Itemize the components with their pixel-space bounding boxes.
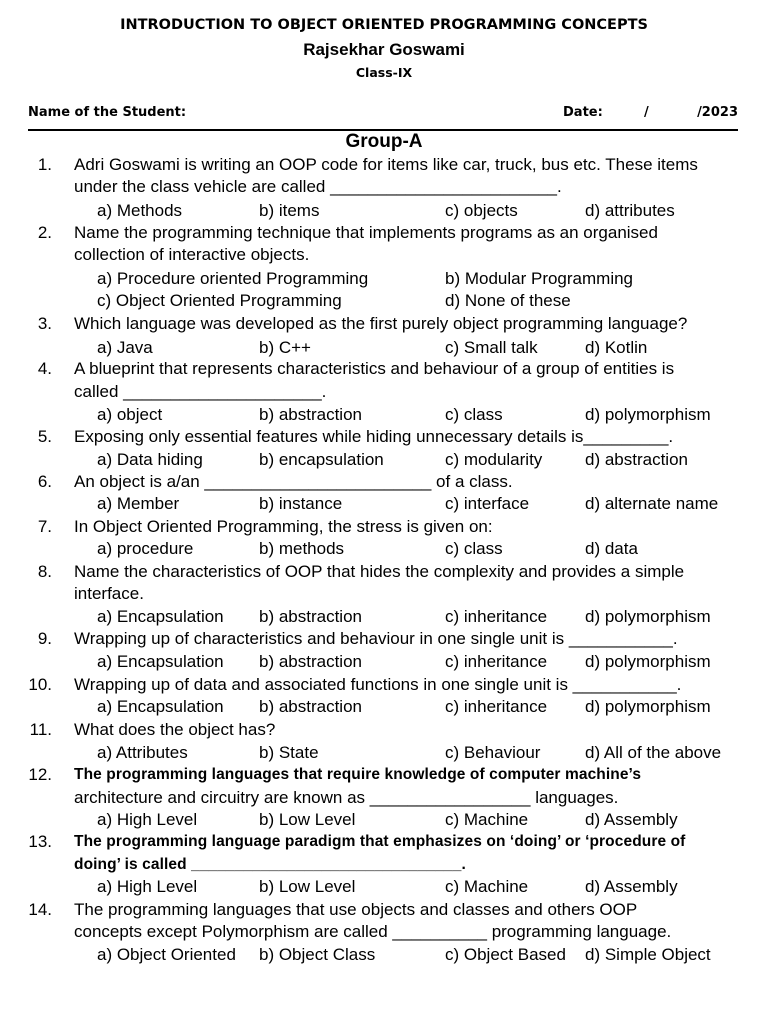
- option-c: c) Machine: [445, 810, 529, 829]
- question-text: The programming language paradigm that emphasizes on ‘doing’ or ‘procedure of: [74, 833, 686, 850]
- question-number: 12.: [28, 765, 52, 784]
- option-d: d) Assembly: [585, 810, 678, 829]
- option-a: a) Encapsulation: [97, 697, 224, 716]
- option-b: b) abstraction: [259, 697, 362, 716]
- option-b: b) methods: [259, 539, 345, 558]
- student-info-row: [28, 105, 738, 125]
- option-d: d) Assembly: [585, 877, 678, 896]
- question-number: 8.: [37, 562, 52, 581]
- question-text: An object is a/an ________________________ of a class.: [74, 472, 513, 491]
- option-b: b) items: [259, 201, 320, 220]
- question-number: 11.: [29, 720, 52, 739]
- option-a: a) Member: [97, 494, 180, 513]
- group-heading: Group-A: [345, 131, 423, 152]
- question-text: interface.: [74, 584, 144, 603]
- option-b: b) C++: [259, 338, 311, 357]
- option-c: c) class: [445, 405, 503, 424]
- question-text: A blueprint that represents characteristics and behaviour of a group of entities is: [74, 359, 675, 378]
- question-text: Name the programming technique that implements programs as an organised: [74, 223, 658, 242]
- option-a: a) Methods: [97, 201, 183, 220]
- option-a: a) Data hiding: [97, 450, 203, 469]
- question-text: The programming languages that use objects and classes and others OOP: [74, 900, 638, 919]
- question-number: 1.: [37, 155, 52, 174]
- question-number: 6.: [37, 472, 52, 491]
- option-a: a) Encapsulation: [97, 607, 224, 626]
- question-text: collection of interactive objects.: [74, 245, 310, 264]
- option-c: c) Small talk: [445, 338, 538, 357]
- question-text: The programming languages that require knowledge of computer machine’s: [74, 766, 642, 783]
- option-a: a) Object Oriented: [97, 945, 236, 964]
- question-text: doing’ is called _______________________________.: [74, 856, 466, 873]
- worksheet-title: INTRODUCTION TO OBJECT ORIENTED PROGRAMMING CONCEPTS: [120, 17, 648, 33]
- option-b: b) abstraction: [259, 405, 362, 424]
- question-text: In Object Oriented Programming, the stress is given on:: [74, 517, 493, 536]
- question-number: 9.: [37, 629, 52, 648]
- option-c: c) class: [445, 539, 503, 558]
- question-number: 7.: [37, 517, 52, 536]
- option-a: a) High Level: [97, 877, 198, 896]
- option-a: a) Java: [97, 338, 153, 357]
- option-b: b) State: [259, 743, 319, 762]
- option-d: d) attributes: [585, 201, 675, 220]
- option-d: d) None of these: [445, 291, 571, 310]
- option-b: b) abstraction: [259, 607, 362, 626]
- option-a: a) High Level: [97, 810, 198, 829]
- class-label: Class-IX: [355, 65, 413, 80]
- option-c: c) inheritance: [445, 607, 548, 626]
- question-text: Exposing only essential features while hiding unnecessary details is_________.: [74, 427, 674, 446]
- option-d: d) Simple Object: [585, 945, 711, 964]
- option-c: c) Behaviour: [445, 743, 541, 762]
- question-text: called _____________________.: [74, 382, 327, 401]
- question-number: 13.: [28, 832, 52, 851]
- option-d: d) polymorphism: [585, 405, 711, 424]
- question-text: under the class vehicle are called ________________________.: [74, 177, 562, 196]
- option-d: d) polymorphism: [585, 652, 711, 671]
- option-d: d) alternate name: [585, 494, 719, 513]
- question-number: 2.: [37, 223, 52, 242]
- question-text: Which language was developed as the first purely object programming language?: [74, 314, 688, 333]
- option-a: a) Procedure oriented Programming: [97, 269, 369, 288]
- option-c: c) interface: [445, 494, 530, 513]
- option-b: b) encapsulation: [259, 450, 384, 469]
- option-d: d) abstraction: [585, 450, 688, 469]
- question-text: Wrapping up of characteristics and behaviour in one single unit is ___________.: [74, 629, 678, 648]
- option-a: a) procedure: [97, 539, 194, 558]
- option-d: d) polymorphism: [585, 697, 711, 716]
- question-text: Adri Goswami is writing an OOP code for items like car, truck, bus etc. These items: [74, 155, 698, 174]
- question-number: 14.: [28, 900, 52, 919]
- option-b: b) Modular Programming: [445, 269, 634, 288]
- author-name: Rajsekhar Goswami: [303, 40, 465, 59]
- date-slash: /: [644, 105, 649, 120]
- option-d: d) polymorphism: [585, 607, 711, 626]
- date-year: /2023: [697, 105, 738, 120]
- date-label: Date:: [563, 105, 603, 120]
- student-name-label: Name of the Student:: [28, 105, 187, 120]
- question-number: 4.: [37, 359, 52, 378]
- option-b: b) Low Level: [259, 877, 356, 896]
- option-d: d) Kotlin: [585, 338, 648, 357]
- question-text: What does the object has?: [74, 720, 276, 739]
- option-c: c) inheritance: [445, 652, 548, 671]
- option-c: c) modularity: [445, 450, 543, 469]
- question-text: Wrapping up of data and associated functions in one single unit is ___________.: [74, 675, 682, 694]
- question-number: 10.: [28, 675, 52, 694]
- option-b: b) instance: [259, 494, 343, 513]
- option-c: c) Machine: [445, 877, 529, 896]
- question-number: 3.: [37, 314, 52, 333]
- option-d: d) data: [585, 539, 638, 558]
- option-c: c) objects: [445, 201, 518, 220]
- option-d: d) All of the above: [585, 743, 722, 762]
- option-b: b) Low Level: [259, 810, 356, 829]
- question-text: architecture and circuitry are known as _________________ languages.: [74, 788, 619, 807]
- option-a: a) object: [97, 405, 163, 424]
- question-text: concepts except Polymorphism are called __________ programming language.: [74, 922, 672, 941]
- option-c: c) Object Oriented Programming: [97, 291, 342, 310]
- option-b: b) abstraction: [259, 652, 362, 671]
- option-c: c) inheritance: [445, 697, 548, 716]
- option-a: a) Attributes: [97, 743, 188, 762]
- option-b: b) Object Class: [259, 945, 376, 964]
- question-number: 5.: [37, 427, 52, 446]
- option-c: c) Object Based: [445, 945, 566, 964]
- option-a: a) Encapsulation: [97, 652, 224, 671]
- question-text: Name the characteristics of OOP that hides the complexity and provides a simple: [74, 562, 685, 581]
